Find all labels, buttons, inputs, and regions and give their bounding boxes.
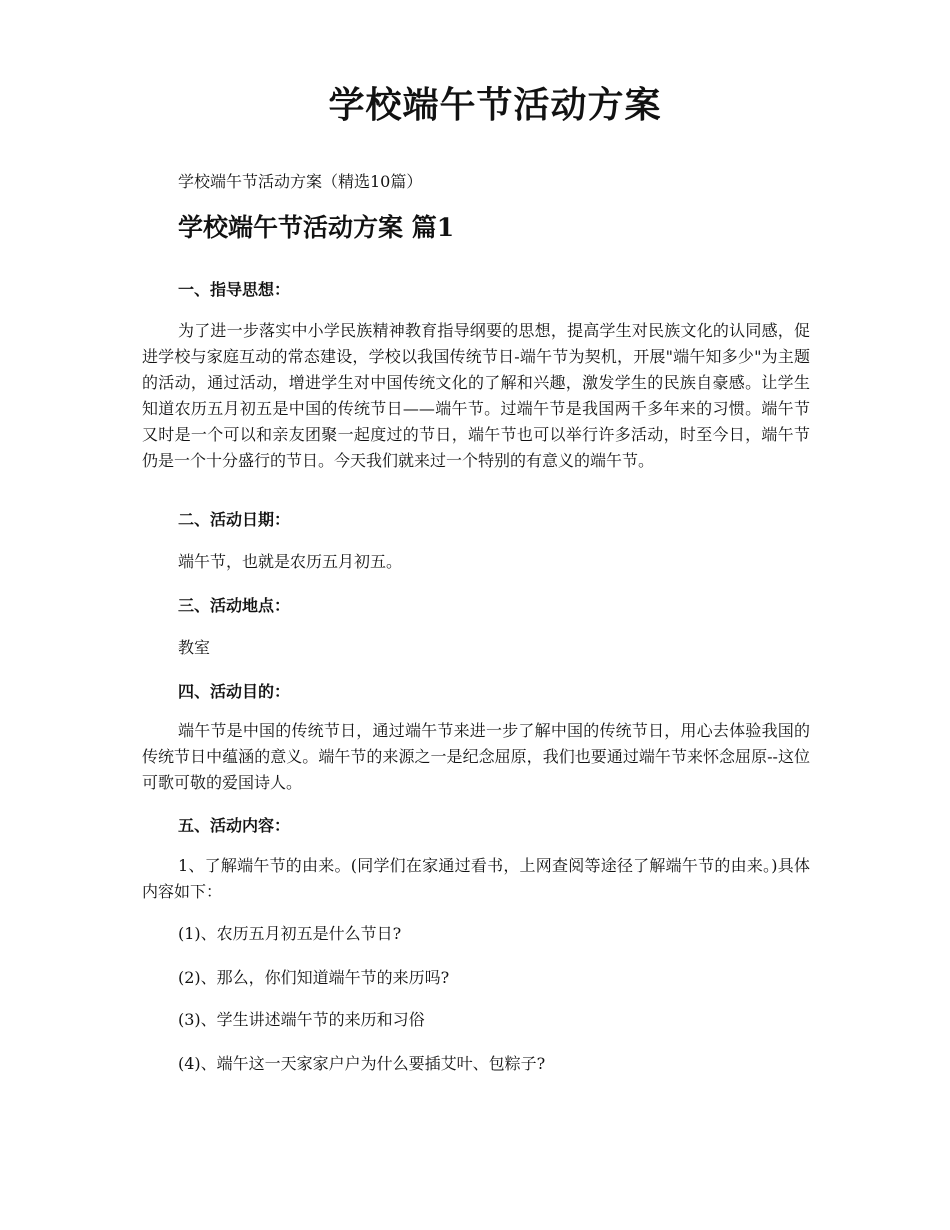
date-text: 端午节，也就是农历五月初五。	[178, 552, 403, 571]
content-item: (1)、农历五月初五是什么节日?	[178, 924, 402, 943]
guiding-paragraph: 为了进一步落实中小学民族精神教育指导纲要的思想，提高学生对民族文化的认同感，促进学校与家庭互动的常态建设，学校以我国传统节日-端午节为契机，开展"端午知多少"为主题的活动，通过活动，增进学生对中国传统文化的了解和兴趣，激发学生的民族自豪感。让学生知道农历五月初五是中国的传统节日——端午节。过端午节是我国两千多年来的习惯。端午节又时是一个可以和亲友团聚一起度过的节日，端午节也可以举行许多活动，时至今日，端午节仍是一个十分盛行的节日。今天我们就来过一个特别的有意义的端午节。	[142, 321, 810, 470]
content-intro-paragraph: 1、了解端午节的由来。(同学们在家通过看书，上网查阅等途径了解端午节的由来。)具体内容如下：	[142, 856, 810, 901]
document-title: 学校端午节活动方案	[328, 84, 662, 126]
content-item: (4)、端午这一天家家户户为什么要插艾叶、包粽子?	[178, 1054, 546, 1073]
place-text: 教室	[178, 638, 211, 657]
content-heading: 五、活动内容：	[178, 816, 291, 835]
guiding-heading: 一、指导思想：	[178, 280, 291, 299]
place-heading: 三、活动地点：	[178, 596, 291, 615]
content-item: (3)、学生讲述端午节的来历和习俗	[178, 1010, 425, 1029]
purpose-paragraph: 端午节是中国的传统节日，通过端午节来进一步了解中国的传统节日，用心去体验我国的传统节日中蕴涵的意义。端午节的来源之一是纪念屈原，我们也要通过端午节来怀念屈原--这位可歌可敬的爱国诗人。	[142, 721, 810, 792]
date-heading: 二、活动日期：	[178, 510, 291, 529]
content-item: (2)、那么，你们知道端午节的来历吗?	[178, 968, 450, 987]
document-subtitle: 学校端午节活动方案（精选10篇）	[178, 172, 423, 191]
section-heading: 学校端午节活动方案 篇1	[178, 213, 455, 242]
purpose-heading: 四、活动目的：	[178, 682, 291, 701]
